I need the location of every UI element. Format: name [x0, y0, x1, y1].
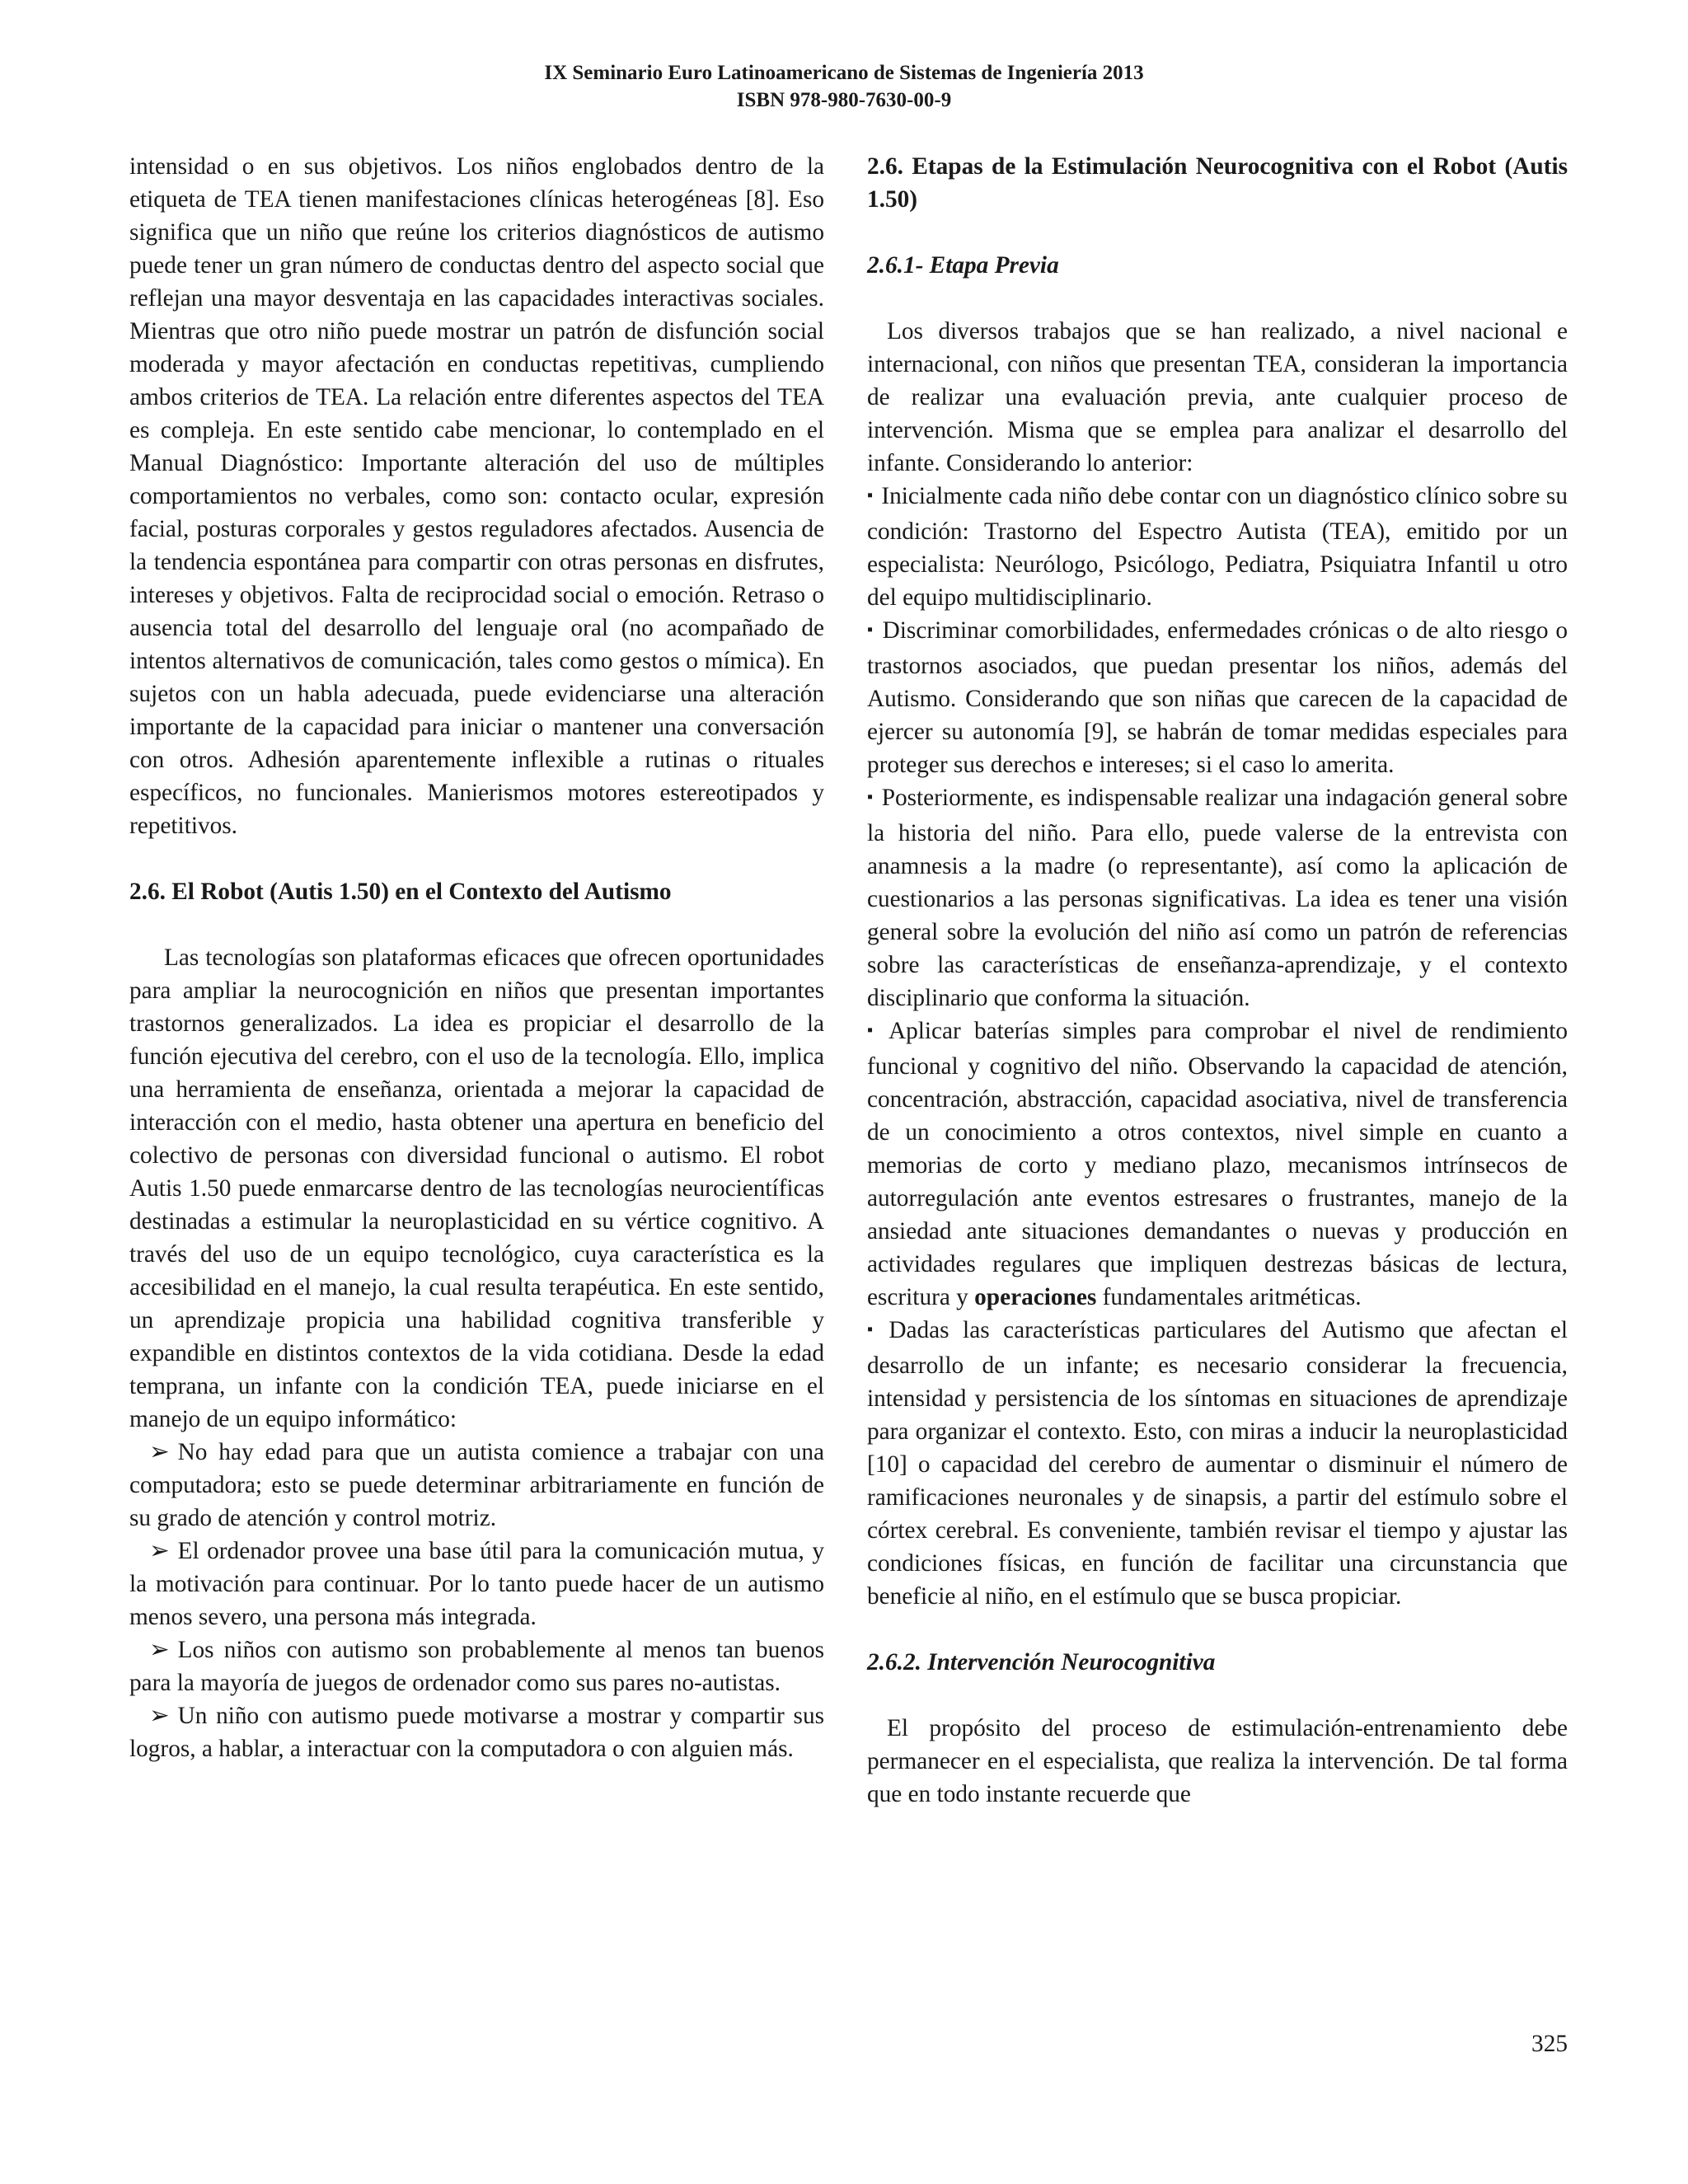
arrow-bullet-icon: ➢	[149, 1703, 170, 1729]
bullet-list-item	[867, 781, 1568, 1015]
arrow-bullet-icon: ➢	[149, 1637, 170, 1663]
bullet-list-item-text: Aplicar baterías simples para comprobar el nivel de rendimiento funcional y cognitivo del niño. Observando la capacidad de atención, concentración, abstracción, capacidad asociativa, nivel de transferencia de un conocimiento a otros contextos, nivel simple en cuanto a memorias de corto y mediano plazo, mecanismos intrínsecos de autorregulación ante eventos estresares o frustrantes, manejo de la ansiedad ante situaciones demandantes o nuevas y producción en actividades regulares que impliquen destrezas básicas de lectura, escritura y	[867, 1018, 1568, 1310]
right-paragraph-2: El propósito del proceso de estimulación-entrenamiento debe permanecer en el especialista, que realiza la intervención. De tal forma que en todo instante recuerde que	[867, 1715, 1568, 1807]
bullet-list-item	[867, 480, 1568, 614]
right-column	[867, 150, 1568, 1811]
bold-term-operaciones: operaciones	[974, 1284, 1097, 1310]
right-paragraph-1: Los diversos trabajos que se han realizado, a nivel nacional e internacional, con niños que presentan TEA, consideran la importancia de realizar una evaluación previa, ante cualquier proceso de intervención. Misma que se emplea para analizar el desarrollo del infante. Considerando lo anterior:	[867, 318, 1568, 476]
header-isbn: ISBN 978-980-7630-00-9	[736, 89, 952, 111]
square-bullet-icon: ▪	[867, 788, 874, 806]
arrow-list-item	[129, 1633, 824, 1699]
left-column	[129, 150, 824, 1765]
arrow-list-item	[129, 1436, 824, 1535]
square-bullet-icon: ▪	[867, 621, 874, 639]
left-paragraph-1: intensidad o en sus objetivos. Los niños englobados dentro de la etiqueta de TEA tienen manifestaciones clínicas heterogéneas [8]. Eso significa que un niño que reúne los criterios diagnósticos de autismo puede tener un gran número de conductas dentro del aspecto social que reflejan una mayor desventaja en las capacidades interactivas sociales. Mientras que otro niño puede mostrar un patrón de disfunción social moderada y mayor afectación en conductas repetitivas, cumpliendo ambos criterios de TEA. La relación entre diferentes aspectos del TEA es compleja. En este sentido cabe mencionar, lo contemplado en el Manual Diagnóstico: Importante alteración del uso de múltiples comportamientos no verbales, como son: contacto ocular, expresión facial, posturas corporales y gestos reguladores afectados. Ausencia de la tendencia espontánea para compartir con otras personas en disfrutes, intereses y objetivos. Falta de reciprocidad social o emoción. Retraso o ausencia total del desarrollo del lenguaje oral (no acompañado de intentos alternativos de comunicación, tales como gestos o mímica). En sujetos con un habla adecuada, puede evidenciarse una alteración importante de la capacidad para iniciar o mantener una conversación con otros. Adhesión aparentemente inflexible a rutinas o rituales específicos, no funcionales. Manierismos motores estereotipados y repetitivos.	[129, 153, 824, 839]
bullet-list-item	[867, 614, 1568, 781]
bullet-list-item-text-end: fundamentales aritméticas.	[1096, 1284, 1362, 1310]
square-bullet-icon: ▪	[867, 1021, 880, 1039]
bullet-list-item	[867, 1314, 1568, 1613]
arrow-list-item-text: El ordenador provee una base útil para la comunicación mutua, y la motivación para continuar. Por lo tanto puede hacer de un autismo menos severo, una persona más integrada.	[129, 1538, 824, 1630]
arrow-list-item-text: Un niño con autismo puede motivarse a mostrar y compartir sus logros, a hablar, a interactuar con la computadora o con alguien más.	[129, 1703, 824, 1762]
subsection-heading-previous-stage: 2.6.1- Etapa Previa	[867, 252, 1059, 279]
page-number: 325	[1531, 2031, 1568, 2057]
bullet-list-item-text: Discriminar comorbilidades, enfermedades crónicas o de alto riesgo o trastornos asociados, que puedan presentar los niños, además del Autismo. Considerando que son niñas que carecen de la capacidad de ejercer su autonomía [9], se habrán de tomar medidas especiales para proteger sus derechos e intereses; si el caso lo amerita.	[867, 617, 1568, 778]
bullet-list-item-text: Inicialmente cada niño debe contar con un diagnóstico clínico sobre su condición: Trastorno del Espectro Autista (TEA), emitido por un especialista: Neurólogo, Psicólogo, Pediatra, Psiquiatra Infantil u otro del equipo multidisciplinario.	[867, 483, 1568, 611]
arrow-list-item-text: No hay edad para que un autista comience a trabajar con una computadora; esto se puede determinar arbitrariamente en función de su grado de atención y control motriz.	[129, 1439, 824, 1531]
arrow-bullet-icon: ➢	[149, 1538, 170, 1564]
page-header	[0, 59, 1688, 114]
bullet-list-item-text: Posteriormente, es indispensable realizar una indagación general sobre la historia del niño. Para ello, puede valerse de la entrevista con anamnesis a la madre (o representante), así como la aplicación de cuestionarios a las personas significativas. La idea es tener una visión general sobre la evolución del niño así como un patrón de referencias sobre las características de enseñanza-aprendizaje, y el contexto disciplinario que conforma la situación.	[867, 785, 1568, 1011]
bullet-list-item-text: Dadas las características particulares del Autismo que afectan el desarrollo de un infante; es necesario considerar la frecuencia, intensidad y persistencia de los síntomas en situaciones de aprendizaje para organizar el contexto. Esto, con miras a inducir la neuroplasticidad [10] o capacidad del cerebro de aumentar o disminuir el número de ramificaciones neuronales y de sinapsis, a partir del estímulo sobre el córtex cerebral. Es conveniente, también revisar el tiempo y ajustar las condiciones físicas, en función de facilitar una circunstancia que beneficie al niño, en el estímulo que se busca propiciar.	[867, 1317, 1568, 1610]
subsection-heading-intervention: 2.6.2. Intervención Neurocognitiva	[867, 1649, 1216, 1675]
square-bullet-icon: ▪	[867, 1320, 881, 1338]
arrow-list-item	[129, 1699, 824, 1765]
arrow-list-item-text: Los niños con autismo son probablemente al menos tan buenos para la mayoría de juegos de ordenador como sus pares no-autistas.	[129, 1637, 824, 1696]
section-heading-stages: 2.6. Etapas de la Estimulación Neurocognitiva con el Robot (Autis 1.50)	[867, 153, 1568, 213]
square-bullet-icon: ▪	[867, 486, 874, 504]
arrow-list-item	[129, 1535, 824, 1633]
section-heading-robot-context: 2.6. El Robot (Autis 1.50) en el Contexto del Autismo	[129, 879, 672, 905]
arrow-bullet-icon: ➢	[149, 1439, 170, 1465]
header-conference: IX Seminario Euro Latinoamericano de Sistemas de Ingeniería 2013	[544, 62, 1144, 84]
left-paragraph-2: Las tecnologías son plataformas eficaces que ofrecen oportunidades para ampliar la neurocognición en niños que presentan importantes trastornos generalizados. La idea es propiciar el desarrollo de la función ejecutiva del cerebro, con el uso de la tecnología. Ello, implica una herramienta de enseñanza, orientada a mejorar la capacidad de interacción con el medio, hasta obtener una apertura en beneficio del colectivo de personas con diversidad funcional o autismo. El robot Autis 1.50 puede enmarcarse dentro de las tecnologías neurocientíficas destinadas a estimular la neuroplasticidad en su vértice cognitivo. A través del uso de un equipo tecnológico, cuya característica es la accesibilidad en el manejo, la cual resulta terapéutica. En este sentido, un aprendizaje propicia una habilidad cognitiva transferible y expandible en distintos contextos de la vida cotidiana. Desde la edad temprana, un infante con la condición TEA, puede iniciarse en el manejo de un equipo informático:	[129, 944, 824, 1432]
bullet-list-item	[867, 1015, 1568, 1314]
